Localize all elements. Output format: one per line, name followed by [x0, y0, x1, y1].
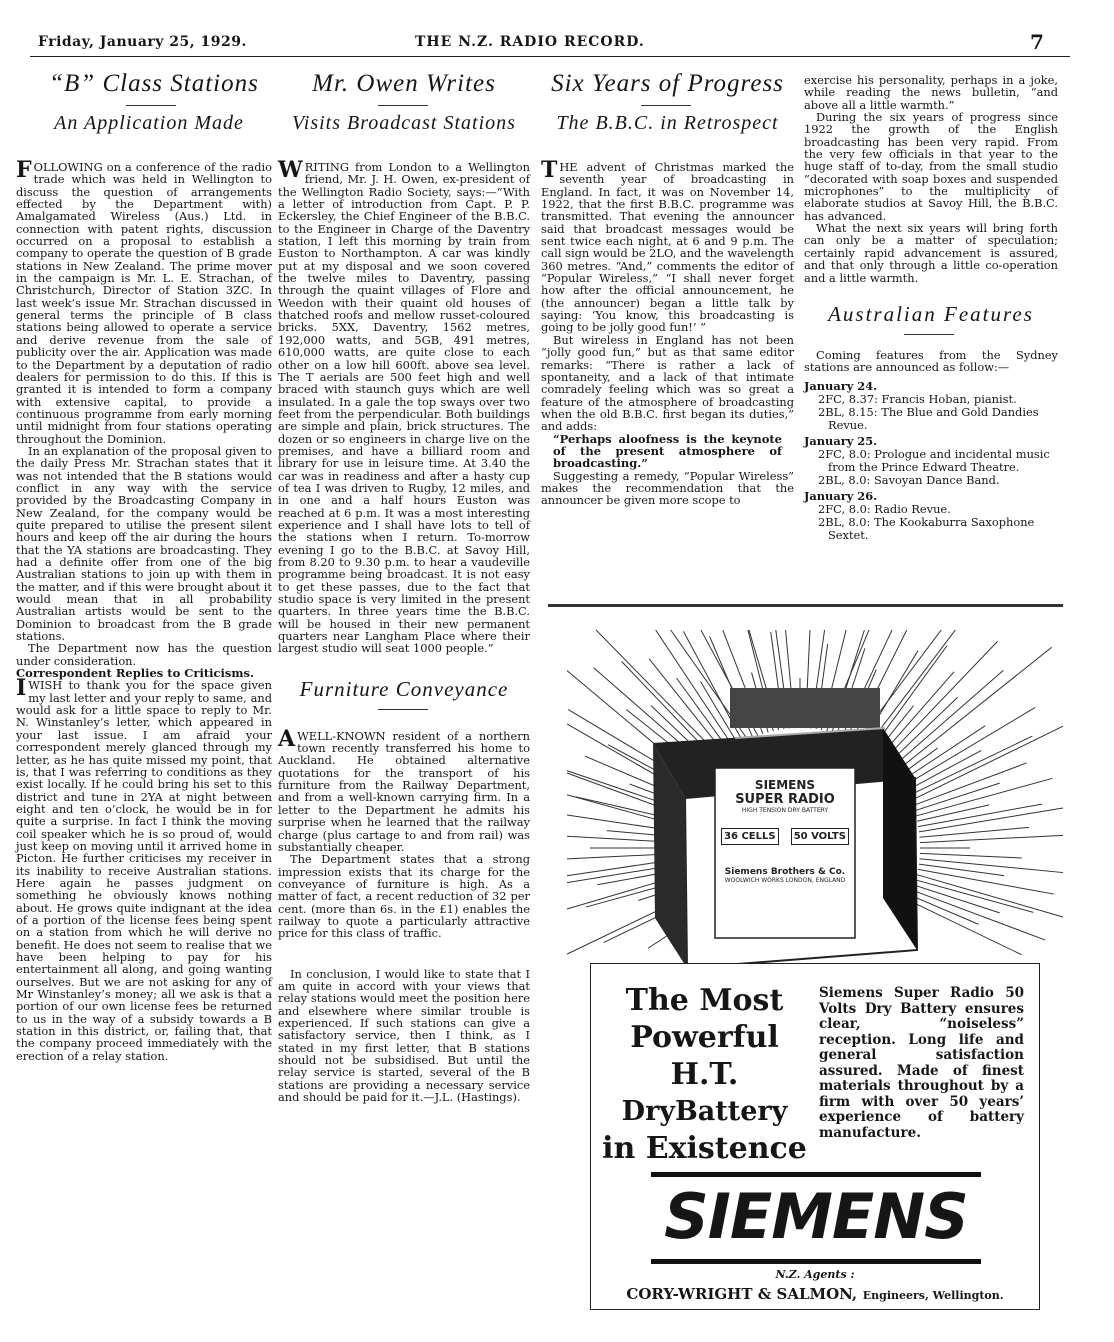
advert-top-rule [548, 604, 1063, 607]
paragraph: Coming features from the Sydney stations are announced as follow:— [804, 347, 1058, 375]
section-heading: Correspondent Replies to Criticisms. [16, 666, 255, 681]
features-day: January 24. [804, 378, 878, 393]
features-entry: 2BL, 8.15: The Blue and Gold Dandies Revue. [818, 404, 1039, 432]
headline-line: DryBattery [621, 1096, 788, 1127]
paragraph: But wireless in England has not been “jolly good fun,” but as that same editor remarks: “There is rather a lack of spontaneity, and a lack of that intimate comradely feeling which was so great a feature of the atmosphere of broadcasting when the old B.B.C. first began its duties,” and adds: [541, 332, 794, 434]
advert-panel [590, 963, 1040, 1310]
paragraph: IWISH to thank you for the space given my last letter and your reply to same, and would ask for a little space to reply to Mr. N. Winstanley’s letter, which appeared in your last issue. I am afraid your correspondent merely glanced through my letter, as he has quite missed my point, that is, that I was referring to conditions as they exist locally. If he could bring his set to this district and tune in 2YA at night between eight and ten o’clock, he would be in for quite a surprise. In fact I think the moving coil speaker which he is so proud of, would just keep on moving until it arrived home in Picton. He further criticises my receiver in its inability to receive Australian stations. Here again he passes judgment on something he obviously knows nothing about. He grows quite indignant at the idea of a portion of the license fees being spent on a station from which he will derive no benefit. He does not seem to realise that we have been helping to pay for his entertainment all along, and going wanting ourselves. But we are not asking for any of Mr Winstanley’s money; all we ask is that a portion of our own license fees be returned to us in the way of a subsidy towards a B station in this district, or, failing that, that the company proceed immediately with the erection of a relay station. [16, 675, 272, 1063]
article-title: Mr. Owen Writes [312, 70, 496, 97]
headline-line: Powerful [630, 1020, 779, 1055]
headline-line: The Most [625, 983, 784, 1018]
divider [378, 709, 428, 710]
article-title: “B” Class Stations [49, 70, 259, 97]
article-subtitle: An Application Made [54, 112, 244, 134]
header-rule [30, 56, 1070, 57]
divider [378, 105, 428, 106]
divider [126, 105, 176, 106]
paragraph: THE advent of Christmas marked the seventh year of broadcasting in England. In fact, it was on November 14, 1922, that the first B.B.C. programme was transmitted. That evening the announcer said that broadcast messages would be sent twice each night, at 6 and 9 p.m. The call sign would be 2LO, and the wavelength 360 metres. “And,” comments the editor of “Popular Wireless,” “I shall never forget how after the official announcement, he (the announcer) began a little talk by saying: ‘You know, this broadcasting is going to be jolly good fun!’ ” [541, 157, 794, 335]
paragraph: AWELL-KNOWN resident of a northern town recently transferred his home to Auckland. He obtained alternative quotations for the transport of his furniture from the Railway Department, and from a well-known carrying firm. In a letter to the Department he admits his surprise when he learned that the railway charge (plus cartage to and from rail) was substantially cheaper. [278, 725, 530, 854]
paragraph: WRITING from London to a Wellington friend, Mr. J. H. Owen, ex-president of the Wellington Radio Society, says:—“With a letter of introduction from Capt. P. P. Eckersley, the Chief Engineer of the B.B.C. to the Engineer in Charge of the Daventry station, I left this morning by train from Euston to Northampton. A car was kindly put at my disposal and we soon covered the twelve miles to Daventry, passing through the quaint villages of Flore and Weedon with their quaint old houses of thatched roofs and mellow russet-coloured bricks. 5XX, Daventry, 1562 metres, 192,000 watts, and 5GB, 491 metres, 610,000 watts, are quite close to each other on a low hill 600ft. above sea level. The T aerials are 500 feet high and well braced with staunch guys which are well insulated. In a gale the top sways over two feet from the perpendicular. Both buildings are simple and plain, brick structures. The dozen or so engineers in charge live on the premises, and have a billiard room and library for use in leisure time. At 3.40 the car was in readiness and after a hasty cup of tea I was driven to Rugby, 12 miles, and in one and a half hours Euston was reached at 6 p.m. It was a most interesting experience and I shall have lots to tell of the stations when I return. To-morrow evening I go to the B.B.C. at Savoy Hill, from 8.20 to 9.30 p.m. to hear a vaudeville programme being broadcast. It is not easy to get these passes, due to the fact that studio space is very limited in the present quarters. In three years time the B.B.C. will be housed in their new permanent quarters near Langham Place where their largest studio will seat 1000 people.” [278, 157, 530, 656]
paragraph: The Department states that a strong impression exists that its charge for the conveyance of furniture is high. As a matter of fact, a recent reduction of 32 per cent. (more than 6s. in the £1) enables the railway to quote a particularly attractive price for this class of traffic. [278, 852, 530, 941]
paragraph: FOLLOWING on a conference of the radio trade which was held in Wellington to discuss the question of arrangements effected by the Department with) Amalgamated Wireless (Aus.) Ltd. in connection with patent rights, discussion occurred on a proposal to establish a company to operate the question of B grade stations in New Zealand. The prime mover in the campaign is Mr. L. E. Strachan, of Christchurch, Director of Station 3ZC. In last week’s issue Mr. Strachan discussed in general terms the principle of B class stations being allowed to operate a service and derive revenue from the sale of publicity over the air. Application was made to the Department by a deputation of radio dealers for permission to do this. If this is granted it is intended to form a company with extensive capital, to provide a continuous programme from early morning until midnight from four stations operating throughout the Dominion. [16, 157, 272, 446]
label-product: SUPER RADIO [735, 792, 835, 807]
features-entry: 2FC, 8.0: Prologue and incidental music from the Prince Edward Theatre. [818, 446, 1050, 474]
paragraph: What the next six years will bring forth can only be a matter of speculation; certainly rapid advancement is assured, and that only through a little co-operation and a little warmth. [804, 221, 1058, 285]
divider [641, 105, 691, 106]
features-list [804, 380, 1058, 542]
paragraph: exercise his personality, perhaps in a joke, while reading the news bulletin, “and above all a little warmth.” [804, 73, 1058, 112]
advert-copy: Siemens Super Radio 50 Volts Dry Battery ensures clear, “noiseless” reception. Long life and general satisfaction assured. Made of finest materials throughout by a firm with over 50 years’ experience of battery manufacture. [819, 985, 1024, 1141]
masthead: THE N.Z. RADIO RECORD. [415, 34, 645, 50]
headline-line: in Existence [602, 1131, 807, 1166]
label-maker: Siemens Brothers & Co. [724, 867, 846, 877]
features-day: January 26. [804, 488, 878, 503]
label-volts: 50 VOLTS [791, 828, 849, 845]
article-body [804, 74, 1058, 284]
agents-suffix: Engineers, Wellington. [862, 1289, 1004, 1302]
features-intro [804, 349, 1058, 374]
features-entry: 2BL, 8.0: The Kookaburra Saxophone Sextet. [818, 514, 1035, 542]
features-entry: 2FC, 8.37: Francis Hoban, pianist. [818, 391, 1017, 406]
headline-line: H.T. [670, 1057, 739, 1092]
agents-name: CORY-WRIGHT & SALMON, [626, 1285, 858, 1303]
article-body [541, 157, 794, 508]
paragraph: During the six years of progress since 1922 the growth of the English broadcasting has been very rapid. From the very few officials in that year to the huge staff of to-day, from the small studio “decorated with soap boxes and suspended microphones” to the multiplicity of elaborate studios at Savoy Hill, the B.B.C. has advanced. [804, 110, 1058, 223]
label-maker-address: WOOLWICH WORKS LONDON, ENGLAND [724, 877, 846, 884]
label-subtitle: HIGH TENSION DRY BATTERY [741, 807, 829, 814]
article-title: Six Years of Progress [551, 70, 784, 97]
column-six-years [541, 70, 794, 507]
column-b-class [16, 70, 272, 1062]
label-brand: SIEMENS [754, 778, 816, 792]
paragraph: The Department now has the question under consideration. [16, 641, 272, 668]
siemens-logo: SIEMENS [651, 1172, 981, 1264]
advert-headline [597, 982, 812, 1167]
divider [904, 334, 954, 335]
article-subtitle: The B.B.C. in Retrospect [556, 112, 779, 134]
article-body [278, 968, 530, 1104]
paragraph: In an explanation of the proposal given to the daily Press Mr. Strachan states that it was not intended that the B stations would conflict in any way with the service provided by the Broadcasting Company in New Zealand, for the company would be quite prepared to utilise the present silent hours and keep off the air during the hours that the YA stations are broadcasting. They had a definite offer from one of the big Australian stations to join up with them in the matter, and if this were brought about it would mean that in all probability Australian artists would be sent to the Dominion to broadcast from the B grade stations. [16, 443, 272, 644]
article-body [16, 157, 272, 1063]
features-entry: 2FC, 8.0: Radio Revue. [818, 501, 951, 516]
label-cells: 36 CELLS [721, 828, 779, 845]
features-day: January 25. [804, 433, 878, 448]
paragraph: Suggesting a remedy, “Popular Wireless” makes the recommendation that the announcer be given more scope to [541, 468, 794, 508]
article-body [278, 725, 530, 941]
column-owen [278, 70, 530, 1103]
pull-quote: “Perhaps aloofness is the keynote of the present atmosphere of broadcasting.” [553, 431, 782, 471]
agents-line [591, 1284, 1039, 1303]
article-subtitle: Visits Broadcast Stations [292, 112, 516, 134]
agents-label: N.Z. Agents : [775, 1268, 855, 1281]
article-body [278, 157, 530, 656]
features-entry: 2BL, 8.0: Savoyan Dance Band. [818, 472, 1000, 487]
column-continued [804, 74, 1058, 542]
article-title: Furniture Conveyance [299, 676, 509, 701]
article-title: Australian Features [828, 301, 1034, 326]
battery-label [715, 768, 855, 938]
issue-date: Friday, January 25, 1929. [38, 34, 247, 50]
paragraph: In conclusion, I would like to state that I am quite in accord with your views that relay stations would meet the position here and elsewhere where similar trouble is experienced. If such stations can give a satisfactory service, then I think, as I stated in my first letter, that B stations should not be subsidised. But until the relay service is started, several of the B stations are providing a necessary service and should be paid for it.—J.L. (Hastings). [278, 966, 530, 1105]
page-number: 7 [1030, 30, 1045, 54]
siemens-advert [565, 628, 1065, 1318]
